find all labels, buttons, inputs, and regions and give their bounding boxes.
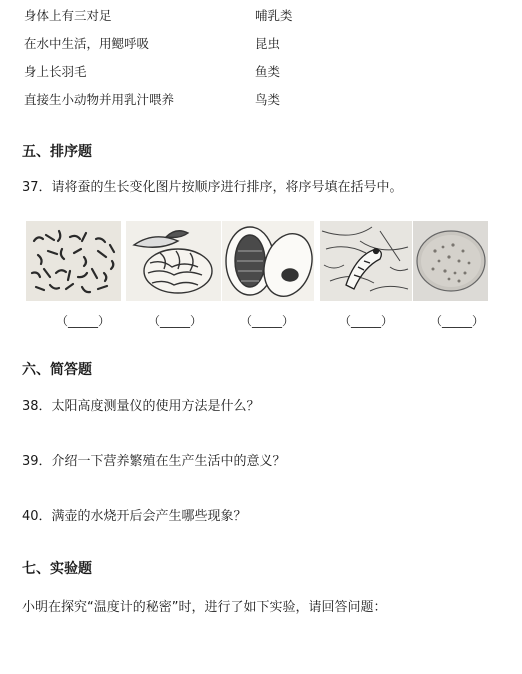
silkworm-moth-photo: [126, 221, 221, 301]
silkworm-eggs-photo: [413, 221, 488, 301]
match-left-3: 身上长羽毛: [24, 64, 87, 79]
answer-blank-3[interactable]: （_____）: [240, 314, 295, 328]
section-6-title: 六、简答题: [22, 362, 92, 378]
match-right-4: 鸟类: [255, 92, 281, 107]
match-left-1: 身体上有三对足: [24, 8, 112, 23]
question-39: 39．介绍一下营养繁殖在生产生活中的意义？: [22, 454, 286, 469]
match-right-3: 鱼类: [255, 64, 281, 79]
question-37: 37．请将蚕的生长变化图片按顺序进行排序，将序号填在括号中。: [22, 180, 403, 195]
answer-blank-5[interactable]: （_____）: [430, 314, 485, 328]
match-left-4: 直接生小动物并用乳汁喂养: [24, 92, 175, 107]
silkworm-cocoon-photo: [222, 221, 314, 301]
answer-blank-4[interactable]: （_____）: [339, 314, 394, 328]
question-38: 38．太阳高度测量仪的使用方法是什么？: [22, 399, 260, 414]
question-40: 40．满壶的水烧开后会产生哪些现象？: [22, 509, 247, 524]
experiment-intro: 小明在探究“温度计的秘密”时，进行了如下实验，请回答问题：: [22, 600, 387, 615]
silkworm-on-leaf-photo: [320, 221, 412, 301]
section-5-title: 五、排序题: [22, 144, 92, 160]
answer-blank-2[interactable]: （_____）: [148, 314, 203, 328]
silkworm-larvae-photo: [26, 221, 121, 301]
match-right-2: 昆虫: [255, 36, 281, 51]
match-left-2: 在水中生活，用鳃呼吸: [24, 36, 150, 51]
section-7-title: 七、实验题: [22, 561, 92, 577]
match-right-1: 哺乳类: [255, 8, 293, 23]
answer-blank-1[interactable]: （_____）: [56, 314, 111, 328]
